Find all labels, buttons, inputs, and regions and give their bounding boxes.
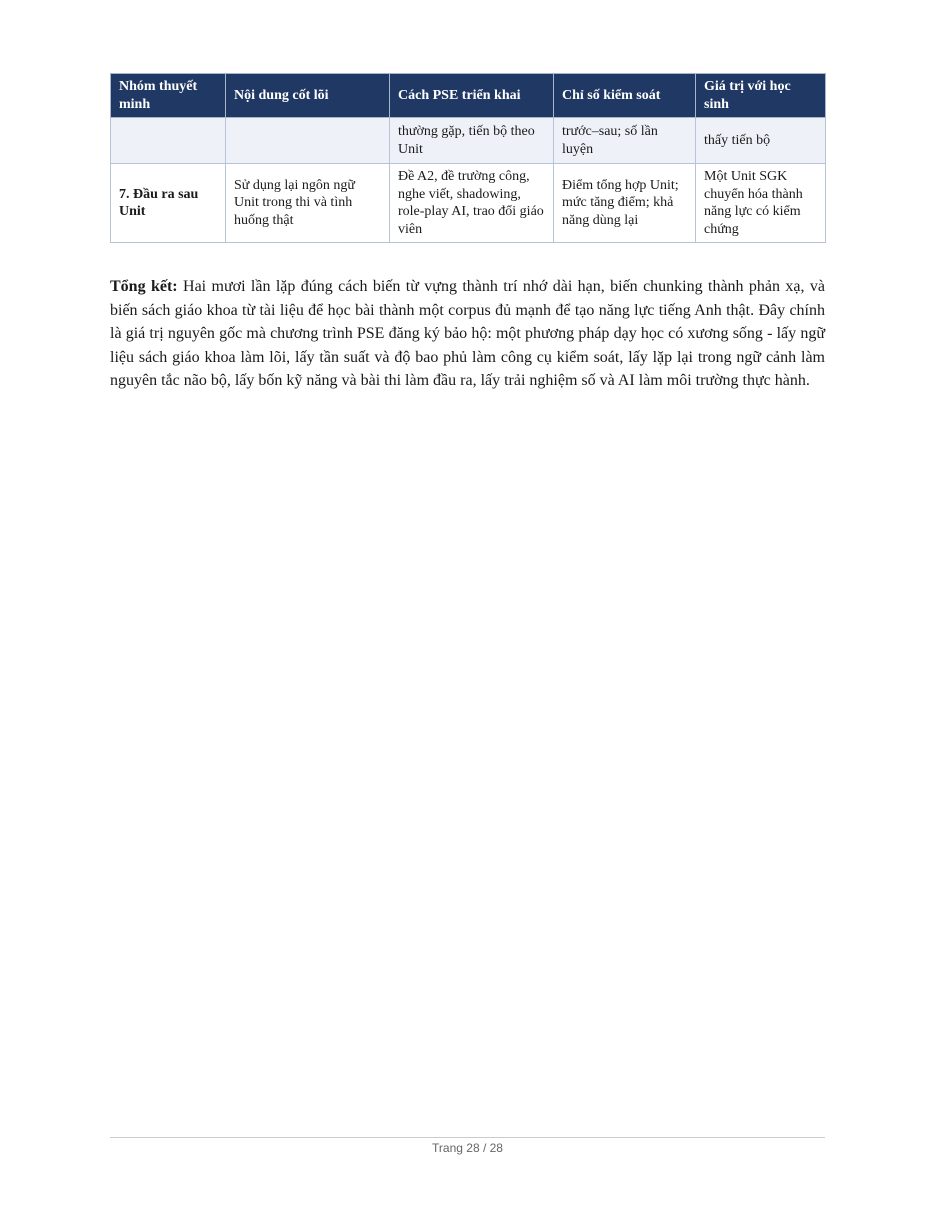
table-cell (226, 118, 390, 164)
table-cell (111, 118, 226, 164)
header-core-content: Nội dung cốt lõi (226, 74, 390, 118)
table-header-row (111, 74, 826, 118)
header-control-index: Chỉ số kiểm soát (554, 74, 696, 118)
table-row (111, 164, 826, 243)
table-cell: Sử dụng lại ngôn ngữ Unit trong thi và tình huống thật (226, 164, 390, 243)
table-cell: trước–sau; số lần luyện (554, 118, 696, 164)
footer-divider (110, 1137, 825, 1138)
table-cell: thường gặp, tiến bộ theo Unit (390, 118, 554, 164)
header-pse-deployment: Cách PSE triển khai (390, 74, 554, 118)
table-cell: Một Unit SGK chuyển hóa thành năng lực có kiểm chứng (696, 164, 826, 243)
summary-text: Hai mươi lần lặp đúng cách biến từ vựng thành trí nhớ dài hạn, biến chunking thành phản xạ, và biến sách giáo khoa từ tài liệu để học bài thành một corpus đủ mạnh để tạo năng lực tiếng Anh thật. Đây chính là giá trị nguyên gốc mà chương trình PSE đăng ký bảo hộ: một phương pháp dạy học có xương sống - lấy ngữ liệu sách giáo khoa làm lõi, lấy tần suất và độ bao phủ làm công cụ kiểm soát, lấy lặp lại trong ngữ cảnh làm nguyên tắc não bộ, lấy bốn kỹ năng và bài thi làm đầu ra, lấy trải nghiệm số và AI làm môi trường thực hành. (110, 278, 826, 390)
table-row (111, 118, 826, 164)
page-number: Trang 28 / 28 (432, 1141, 503, 1155)
header-student-value: Giá trị với học sinh (696, 74, 826, 118)
content-table (110, 73, 826, 243)
table-cell-group: 7. Đầu ra sau Unit (111, 164, 226, 243)
summary-label: Tổng kết: (110, 278, 178, 295)
table-cell: thấy tiến bộ (696, 118, 826, 164)
table-cell: Đề A2, đề trường công, nghe viết, shadowing, role-play AI, trao đổi giáo viên (390, 164, 554, 243)
header-group: Nhóm thuyết minh (111, 74, 226, 118)
summary-paragraph (110, 275, 825, 393)
table-cell: Điểm tổng hợp Unit; mức tăng điểm; khả năng dùng lại (554, 164, 696, 243)
